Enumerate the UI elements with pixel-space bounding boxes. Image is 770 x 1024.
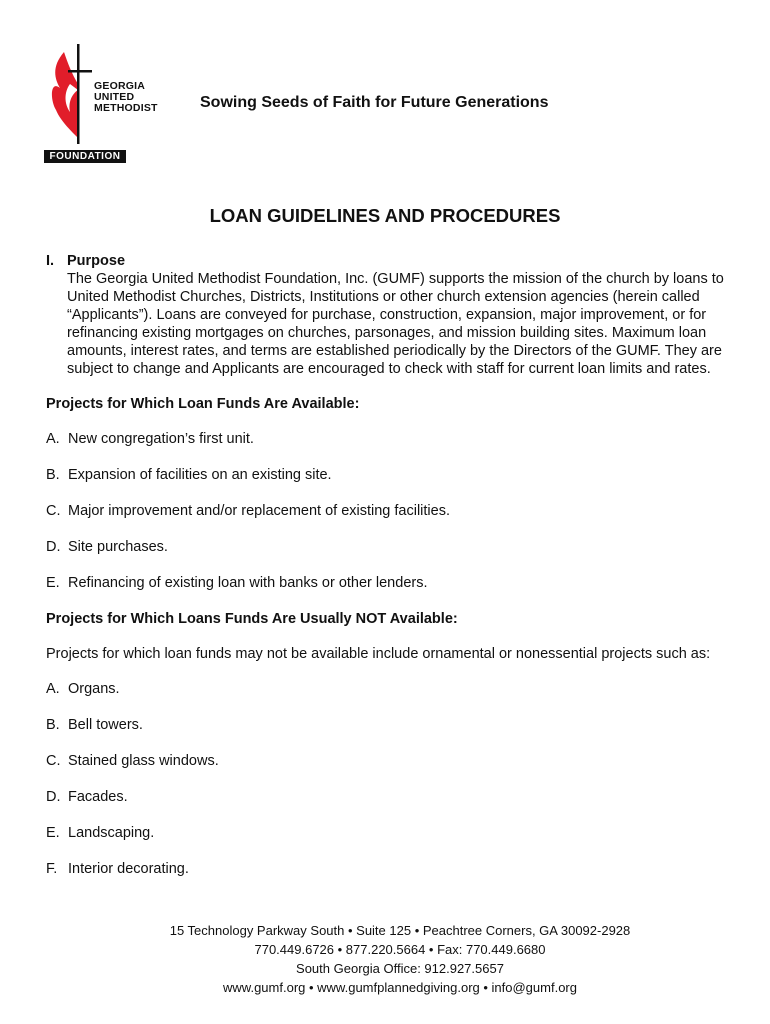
not-available-heading: Projects for Which Loans Funds Are Usually NOT Available:	[46, 611, 458, 627]
list-item-letter: A.	[46, 681, 60, 697]
list-item-letter: A.	[46, 431, 60, 447]
available-heading: Projects for Which Loan Funds Are Available:	[46, 396, 360, 412]
list-item	[46, 502, 726, 520]
list-item	[46, 538, 726, 556]
available-list	[46, 430, 726, 592]
section-heading-label: Purpose	[67, 253, 126, 269]
section-number: I.	[46, 253, 55, 269]
list-item	[46, 788, 726, 806]
foundation-logo	[44, 44, 168, 168]
list-item-text: Facades.	[68, 789, 128, 805]
list-item-text: Major improvement and/or replacement of existing facilities.	[68, 503, 450, 519]
list-item-text: Bell towers.	[68, 717, 143, 733]
list-item	[46, 574, 726, 592]
footer-web-links: www.gumf.org • www.gumfplannedgiving.org • info@gumf.org	[223, 980, 577, 995]
purpose-heading	[46, 252, 726, 270]
list-item-letter: B.	[46, 467, 60, 483]
list-item-text: Organs.	[68, 681, 120, 697]
list-item	[46, 752, 726, 770]
not-available-intro: Projects for which loan funds may not be available include ornamental or nonessential projects such as:	[46, 646, 711, 662]
list-item-letter: C.	[46, 503, 61, 519]
list-item-letter: E.	[46, 575, 60, 591]
list-item-text: Stained glass windows.	[68, 753, 219, 769]
footer-address: 15 Technology Parkway South • Suite 125 • Peachtree Corners, GA 30092-2928	[169, 923, 631, 938]
logo-wordmark	[94, 81, 158, 114]
cross-and-flame-icon	[44, 44, 94, 148]
list-item	[46, 466, 726, 484]
footer-phones: 770.449.6726 • 877.220.5664 • Fax: 770.449.6680	[254, 942, 546, 957]
document-body	[46, 252, 726, 896]
list-item-letter: B.	[46, 717, 60, 733]
list-item-letter: D.	[46, 789, 61, 805]
tagline: Sowing Seeds of Faith for Future Generations	[200, 94, 549, 111]
list-item-letter: E.	[46, 825, 60, 841]
list-item	[46, 430, 726, 448]
list-item-text: Site purchases.	[68, 539, 168, 555]
list-item-text: Landscaping.	[68, 825, 155, 841]
logo-line-united: UNITED	[94, 91, 135, 103]
list-item	[46, 716, 726, 734]
footer-south-office: South Georgia Office: 912.927.5657	[296, 961, 504, 976]
list-item	[46, 680, 726, 698]
list-item-letter: C.	[46, 753, 61, 769]
list-item	[46, 860, 726, 878]
list-item	[46, 824, 726, 842]
list-item-text: New congregation’s first unit.	[68, 431, 254, 447]
list-item-letter: F.	[46, 861, 58, 877]
logo-line-methodist: METHODIST	[94, 102, 158, 114]
list-item-text: Interior decorating.	[68, 861, 189, 877]
logo-foundation-bar: FOUNDATION	[44, 150, 126, 163]
page-footer	[0, 921, 770, 997]
logo-line-georgia: GEORGIA	[94, 80, 145, 92]
list-item-letter: D.	[46, 539, 61, 555]
not-available-list	[46, 680, 726, 878]
list-item-text: Expansion of facilities on an existing site.	[68, 467, 332, 483]
document-title: LOAN GUIDELINES AND PROCEDURES	[209, 205, 561, 226]
purpose-paragraph: The Georgia United Methodist Foundation, Inc. (GUMF) supports the mission of the church by loans to United Methodist Churches, Districts, Institutions or other church extension agencies (herein called “Applicants”). Loans are conveyed for purchase, construction, expansion, major improvement, or for refinancing existing mortgages on churches, parsonages, and mission building sites. Maximum loan amounts, interest rates, and terms are established periodically by the Directors of the GUMF. They are subject to change and Applicants are encouraged to check with staff for current loan limits and rates.	[67, 271, 724, 377]
list-item-text: Refinancing of existing loan with banks or other lenders.	[68, 575, 428, 591]
